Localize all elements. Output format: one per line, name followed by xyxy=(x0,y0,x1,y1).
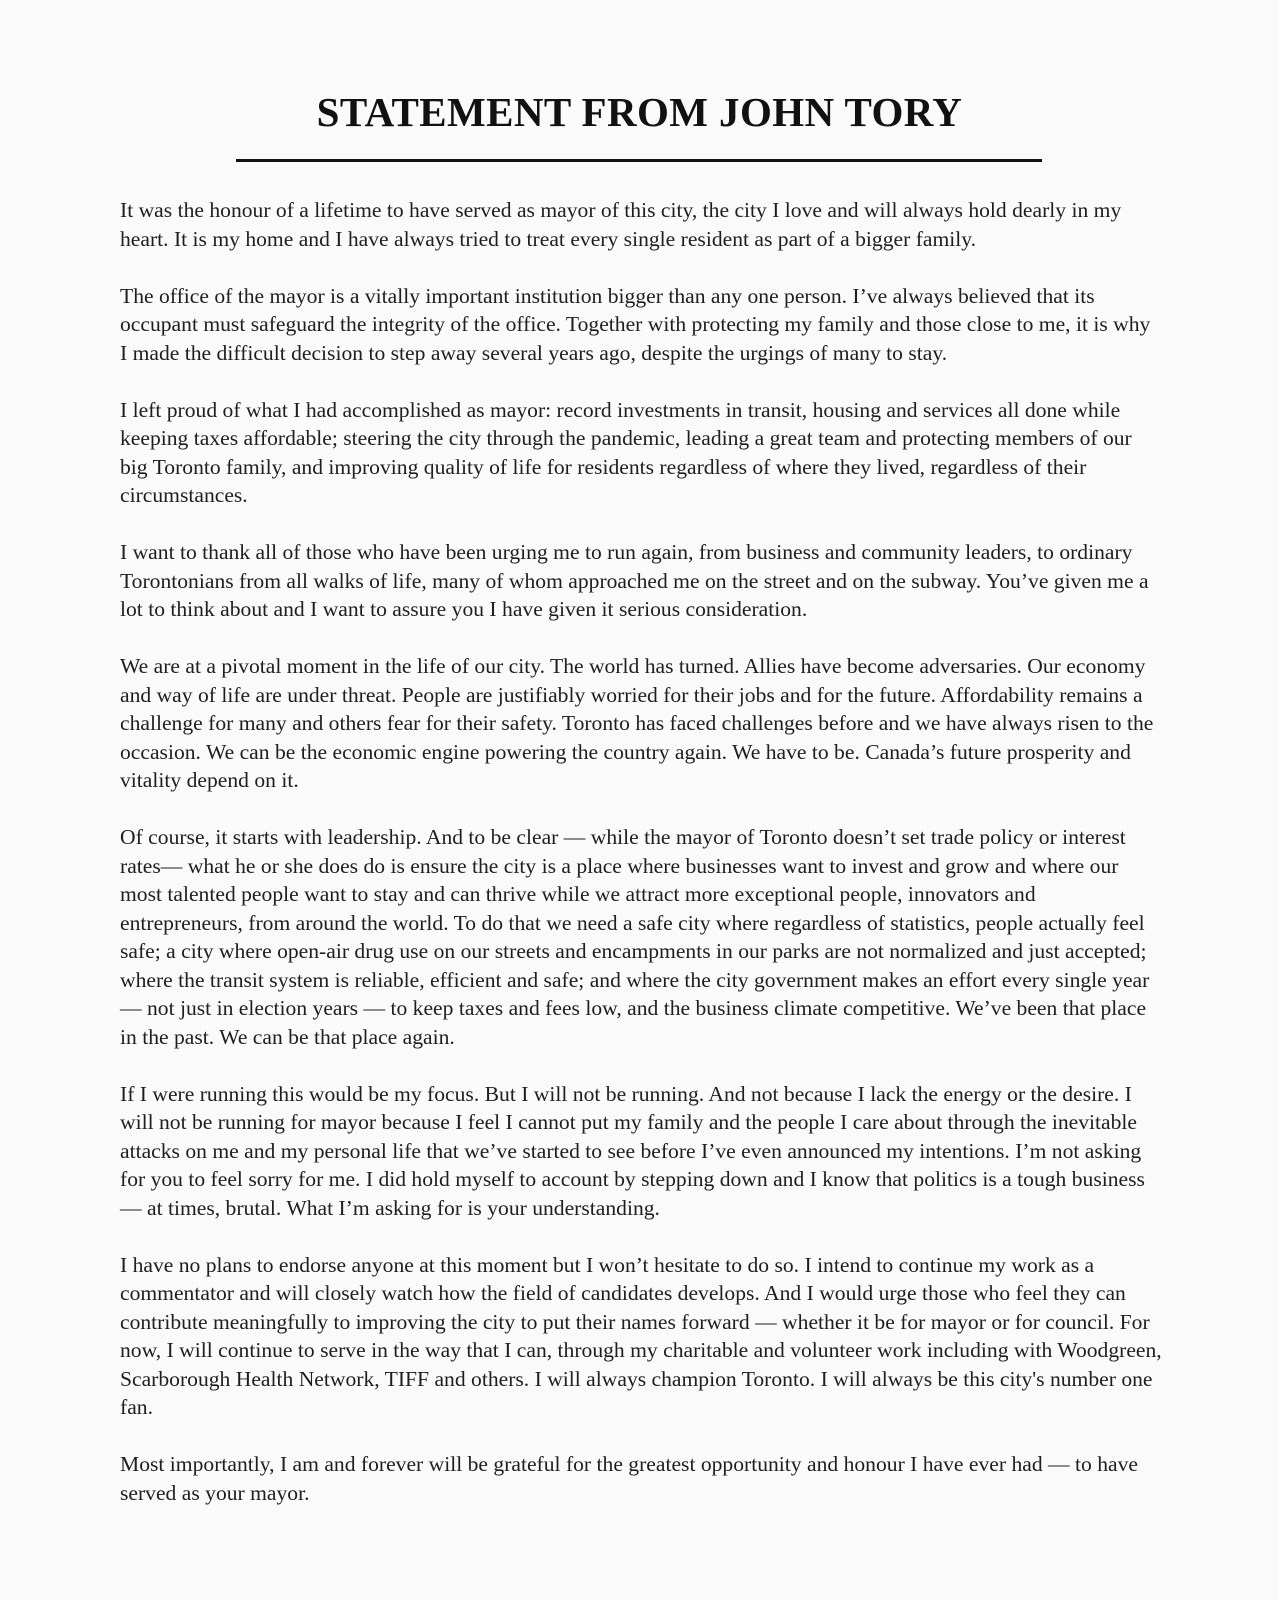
statement-body xyxy=(120,196,1162,1536)
paragraph-4: I want to thank all of those who have been urging me to run again, from business and community leaders, to ordinary Torontonians from all walks of life, many of whom approached me on the street and on the subway. You’ve given me a lot to think about and I want to assure you I have given it serious consideration. xyxy=(120,540,1149,621)
paragraph-6: Of course, it starts with leadership. And to be clear — while the mayor of Toronto doesn’t set trade policy or interest rates— what he or she does do is ensure the city is a place where businesses want to invest and grow and where our most talented people want to stay and can thrive while we attract more exceptional people, innovators and entrepreneurs, from around the world. To do that we need a safe city where regardless of statistics, people actually feel safe; a city where open-air drug use on our streets and encampments in our parks are not normalized and just accepted; where the transit system is reliable, efficient and safe; and where the city government makes an effort every single year — not just in election years — to keep taxes and fees low, and the business climate competitive. We’ve been that place in the past. We can be that place again. xyxy=(120,825,1150,1049)
page-title: STATEMENT FROM JOHN TORY xyxy=(316,89,963,135)
paragraph-9: Most importantly, I am and forever will be grateful for the greatest opportunity and honour I have ever had — to have served as your mayor. xyxy=(120,1452,1138,1505)
paragraph-1: It was the honour of a lifetime to have served as mayor of this city, the city I love and will always hold dearly in my heart. It is my home and I have always tried to treat every single resident as part of a bigger family. xyxy=(120,198,1122,251)
paragraph-5: We are at a pivotal moment in the life of our city. The world has turned. Allies have become adversaries. Our economy and way of life are under threat. People are justifiably worried for their jobs and for the future. Affordability remains a challenge for many and others fear for their safety. Toronto has faced challenges before and we have always risen to the occasion. We can be the economic engine powering the country again. We have to be. Canada’s future prosperity and vitality depend on it. xyxy=(120,654,1154,792)
paragraph-8: I have no plans to endorse anyone at this moment but I won’t hesitate to do so. I intend to continue my work as a commentator and will closely watch how the field of candidates develops. And I would urge those who feel they can contribute meaningfully to improving the city to put their names forward — whether it be for mayor or for council. For now, I will continue to serve in the way that I can, through my charitable and volunteer work including with Woodgreen, Scarborough Health Network, TIFF and others. I will always champion Toronto. I will always be this city's number one fan. xyxy=(120,1252,1162,1419)
title-divider xyxy=(236,159,1042,162)
paragraph-7: If I were running this would be my focus. But I will not be running. And not because I lack the energy or the desire. I will not be running for mayor because I feel I cannot put my family and the people I care about through the inevitable attacks on me and my personal life that we’ve started to see before I’ve even announced my intentions. I’m not asking for you to feel sorry for me. I did hold myself to account by stepping down and I know that politics is a tough business — at times, brutal. What I’m asking for is your understanding. xyxy=(120,1081,1145,1220)
paragraph-3: I left proud of what I had accomplished as mayor: record investments in transit, housing and services all done while keeping taxes affordable; steering the city through the pandemic, leading a great team and protecting members of our big Toronto family, and improving quality of life for residents regardless of where they lived, regardless of their circumstances. xyxy=(120,397,1132,507)
paragraph-2: The office of the mayor is a vitally important institution bigger than any one person. I’ve always believed that its occupant must safeguard the integrity of the office. Together with protecting my family and those close to me, it is why I made the difficult decision to step away several years ago, despite the urgings of many to stay. xyxy=(120,283,1151,365)
